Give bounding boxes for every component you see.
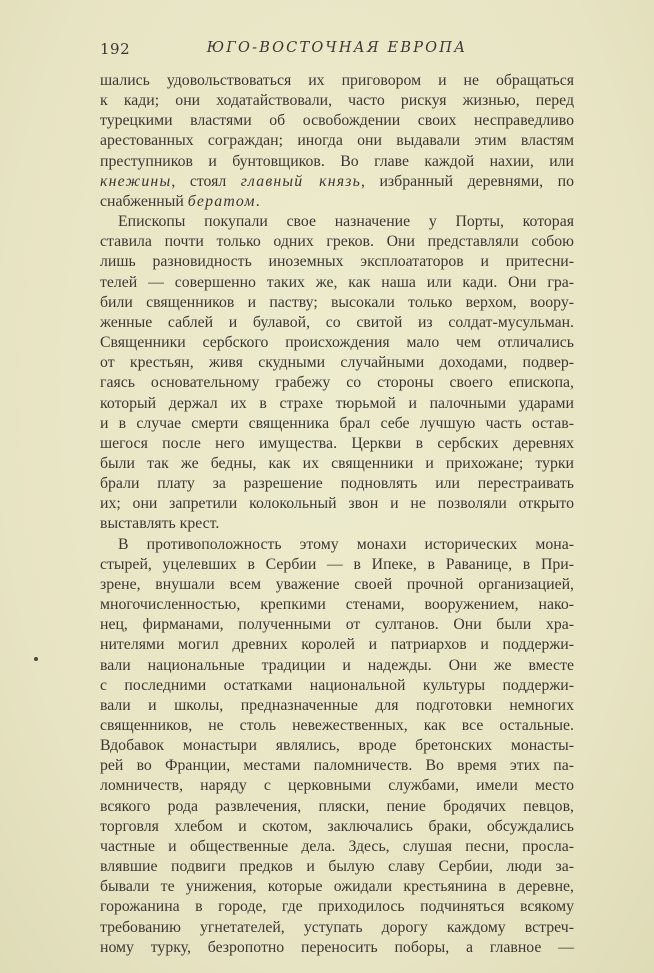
text-line: который держал их в страхе тюрьмой и палочными ударами (100, 394, 574, 412)
text-line: частные и общественные дела. Здесь, слушая песни, просла- (100, 837, 574, 855)
text-line: турецкими властями об освобождении своих несправедливо (100, 112, 574, 130)
text-line: гаясь основательному грабежу со стороны своего епископа, (100, 374, 574, 392)
text-line: били священников и паству; высокали только верхом, воору- (100, 293, 574, 311)
text-line: преступников и бунтовщиков. Во главе каждой нахии, или (100, 152, 574, 170)
text-line: В противоположность этому монахи исторических мона- (118, 535, 574, 553)
text-line: шались удовольствоваться их приговором и не обращаться (100, 72, 574, 89)
text-run: снабженный (100, 192, 188, 210)
paragraph-1 (100, 71, 574, 212)
text-line: вали и школы, предназначенные для подготовки немногих (100, 696, 574, 714)
text-line: многочисленностью, крепкими стенами, вооружением, нако- (100, 596, 574, 614)
text-line: влявшие подвиги предков и былую славу Сербии, люди за- (100, 858, 574, 876)
text-run: . (255, 192, 260, 210)
paragraph-2 (100, 212, 574, 535)
text-line: и в случае смерти священника брал себе лучшую часть остав- (100, 414, 574, 432)
text-line: с последними остатками национальной культуры поддержи- (100, 676, 574, 694)
text-run: , избранный деревнями, по (361, 172, 574, 190)
text-line: стырей, уцелевших в Сербии — в Ипеке, в Раванице, в При- (100, 555, 574, 573)
page-header (100, 40, 574, 62)
text-line: требованию угнетателей, уступать дорогу каждому встреч- (100, 918, 574, 936)
text-line: торговля хлебом и скотом, заключались браки, обсуждались (100, 817, 574, 835)
text-line: выставлять крест. (100, 515, 220, 533)
margin-speck (34, 657, 38, 661)
text-line: к кади; они ходатайствовали, часто рискуя жизнью, перед (100, 92, 574, 110)
text-line: горожанина в городе, где приходилось подчиняться всякому (100, 898, 574, 916)
text-run: , стоял (171, 172, 241, 190)
text-line: нец, фирманами, полученными от султанов. Они были хра- (100, 616, 574, 634)
text-line: всякого рода развлечения, пляски, пение бродячих певцов, (100, 797, 574, 815)
text-line: от крестьян, живя скудными случайными доходами, подвер- (100, 354, 574, 372)
text-line: женные саблей и булавой, со свитой из солдат-мусульман. (100, 313, 574, 331)
text-line: ставила почти только одних греков. Они представляли собою (100, 233, 574, 251)
text-line: зрене, внушали всем уважение своей прочной организацией, (100, 575, 574, 593)
text-line (100, 192, 574, 212)
page-number: 192 (100, 40, 131, 58)
text-line: нителями могил древних королей и патриархов и поддержи- (100, 636, 574, 654)
text-line: рей во Франции, местами паломничеств. Во время этих па- (100, 757, 574, 775)
running-title: ЮГО-ВОСТОЧНАЯ ЕВРОПА (206, 40, 468, 56)
term-knezhiny: кнежины (100, 172, 172, 190)
text-line (100, 172, 574, 192)
text-line: брали плату за разрешение подновлять или перестраивать (100, 475, 574, 493)
text-line: Вдобавок монастыри являлись, вроде бретонских монасты- (100, 737, 574, 755)
term-glavny-knyaz: главный князь (240, 172, 362, 190)
text-line: ному турку, безропотно переносить поборы, а главное — (100, 938, 574, 956)
text-line: вали национальные традиции и надежды. Они же вместе (100, 656, 574, 674)
text-line: шегося после него имущества. Церкви в сербских деревнях (100, 434, 574, 452)
text-line: арестованных сограждан; иногда они выдавали этим властям (100, 132, 574, 150)
text-line: телей — совершенно таких же, как наша или кади. Они гра- (100, 273, 574, 291)
text-line: бывали те унижения, которые ожидали крестьянина в деревне, (100, 878, 574, 896)
text-line: Епископы покупали свое назначение у Порты, которая (118, 213, 574, 231)
term-beratom: бератом (187, 192, 256, 210)
text-line: их; они запретили колокольный звон и не позволяли открыто (100, 495, 574, 513)
paragraph-3 (100, 535, 574, 958)
text-line: были так же бедны, как их священники и прихожане; турки (100, 454, 574, 472)
text-line: лишь разновидность иноземных эксплоататоров и притесни- (100, 253, 574, 271)
text-line: ломничеств, наряду с церковными службами, имели место (100, 777, 574, 795)
text-line: священников, не столь невежественных, как все остальные. (100, 717, 574, 734)
text-line: Священники сербского происхождения мало чем отличались (100, 334, 574, 352)
body-text (100, 71, 574, 958)
